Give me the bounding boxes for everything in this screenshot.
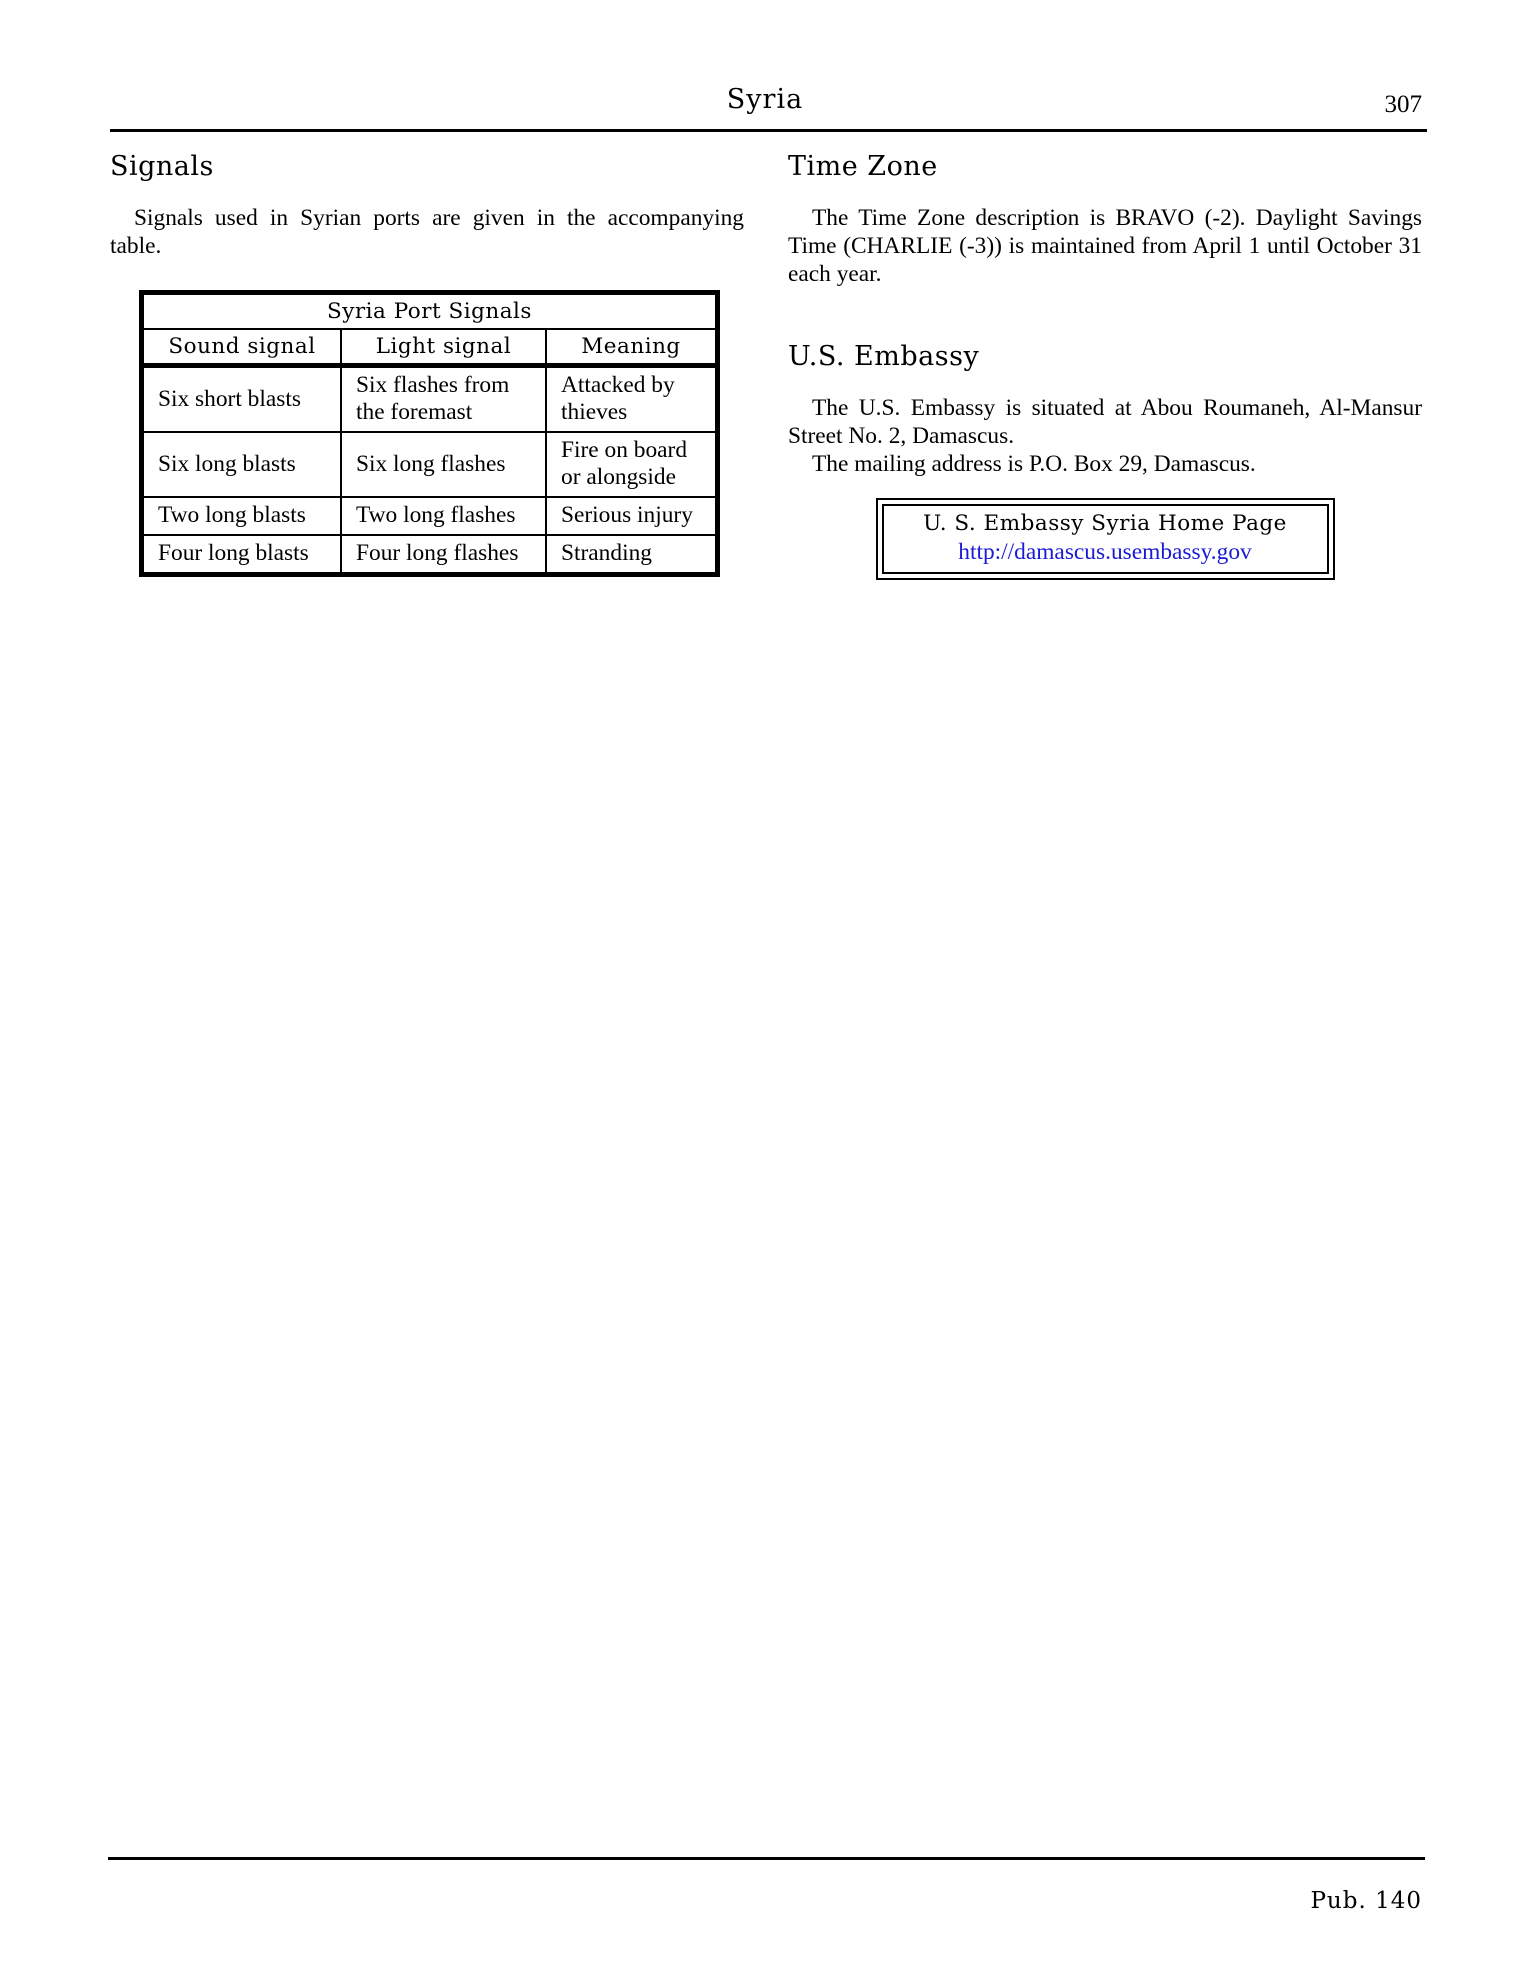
embassy-address: The U.S. Embassy is situated at Abou Roumaneh, Al-Mansur Street No. 2, Damascus.: [788, 395, 1422, 449]
table-row: [142, 366, 718, 433]
table-cell: Six long blasts: [142, 432, 342, 497]
column-header-light: Light signal: [341, 329, 546, 366]
column-header-meaning: Meaning: [546, 329, 718, 366]
header-rule: [110, 129, 1427, 132]
table-cell: Stranding: [546, 535, 718, 575]
table-row: [142, 432, 718, 497]
table-cell: Attacked by thieves: [546, 366, 718, 433]
signals-heading: Signals: [110, 151, 214, 182]
table-cell: Two long flashes: [341, 497, 546, 535]
time-zone-body: The Time Zone description is BRAVO (-2). Daylight Savings Time (CHARLIE (-3)) is maintained from April 1 until October 31 each year.: [788, 205, 1422, 287]
publication-label: Pub. 140: [1310, 1888, 1422, 1914]
right-column: [788, 150, 1422, 580]
page-header-title: Syria: [726, 84, 804, 115]
table-caption: Syria Port Signals: [142, 293, 718, 330]
table-cell: Six flashes from the foremast: [341, 366, 546, 433]
table-cell: Six long flashes: [341, 432, 546, 497]
signals-intro: Signals used in Syrian ports are given in the accompanying table.: [110, 205, 744, 259]
left-column: [110, 150, 744, 577]
page-number: 307: [1384, 91, 1422, 118]
footer-rule: [108, 1857, 1425, 1860]
table-row: [142, 535, 718, 575]
table-cell: Four long flashes: [341, 535, 546, 575]
column-header-sound: Sound signal: [142, 329, 342, 366]
embassy-home-page-link[interactable]: http://damascus.usembassy.gov: [958, 539, 1252, 565]
table-cell: Four long blasts: [142, 535, 342, 575]
embassy-link-box: [876, 498, 1335, 580]
time-zone-heading: Time Zone: [788, 151, 938, 182]
table-cell: Fire on board or alongside: [546, 432, 718, 497]
embassy-link-title: U. S. Embassy Syria Home Page: [923, 511, 1287, 536]
table-cell: Serious injury: [546, 497, 718, 535]
table-cell: Six short blasts: [142, 366, 342, 433]
embassy-heading: U.S. Embassy: [788, 341, 980, 372]
table-row: [142, 497, 718, 535]
table-cell: Two long blasts: [142, 497, 342, 535]
embassy-mailing-address: The mailing address is P.O. Box 29, Damascus.: [812, 451, 1256, 477]
port-signals-table: [139, 290, 720, 577]
